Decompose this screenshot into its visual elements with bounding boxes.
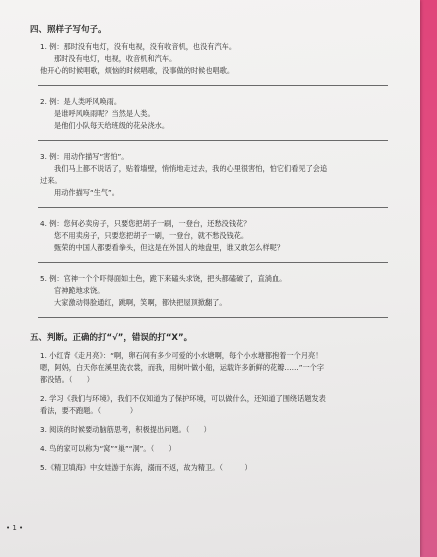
judgement-item-5 (30, 462, 400, 474)
judgement-5-line-1[interactable]: 5.《精卫填海》中女娃游于东海，溺而不返，故为精卫。（ ） (40, 463, 252, 472)
answer-line[interactable] (38, 262, 388, 263)
answer-line[interactable] (38, 85, 388, 86)
judgement-1-line-2: 嗯，阿妈，白天你在溪里洗衣裳，而我，用树叶做小船，运载许多新鲜的花瓣……”一个字 (40, 363, 325, 372)
judgement-4-line-1[interactable]: 4. 鸟的家可以称为“窝”“巢”“洞”。（ ） (40, 444, 176, 453)
q3-sample-cont: 过来。 (40, 176, 62, 185)
q4-task: 甄荣的中国人都要看拳头，但这是在外国人的地盘里，谁又敢怎么样呢？ (54, 243, 285, 252)
q1-task: 他开心的时候唱歌，烦恼的时候唱歌，没事做的时候也唱歌。 (40, 66, 235, 75)
q2-example: 2. 例：是人类呼风唤雨。 (40, 97, 122, 106)
q5-example: 5. 例：官神一个个吓得面如土色，跪下来磕头求饶，把头都磕破了，直淌血。 (40, 274, 287, 283)
q4-sample: 您不用卖房子，只要您把胡子一刷，一登台，就不愁没钱花。 (54, 231, 249, 240)
section4-q3 (30, 151, 400, 208)
q2-sample: 是谁呼风唤雨呢？当然是人类。 (54, 109, 155, 118)
answer-line[interactable] (38, 140, 388, 141)
q5-sample: 官神跪地求饶。 (54, 286, 105, 295)
q4-example: 4. 例：您何必卖房子，只要您把胡子一刷，一登台，还愁没钱花？ (40, 219, 251, 228)
q3-task: 用动作描写“生气”。 (54, 188, 119, 197)
q3-example: 3. 例：用动作描写“害怕”。 (40, 152, 129, 161)
q5-task: 大家激动得脸通红，跳啊，笑啊，都快把屋顶掀翻了。 (54, 298, 227, 307)
section4-title: 四、照样子写句子。 (30, 25, 107, 35)
page-number: • 1 • (6, 524, 24, 532)
section4-q5 (30, 273, 400, 318)
worksheet-content (30, 24, 400, 481)
q1-example: 1. 例：那时没有电灯，没有电视，没有收音机，也没有汽车。 (40, 42, 237, 51)
section4-q2 (30, 96, 400, 141)
answer-line[interactable] (38, 207, 388, 208)
judgement-item-1 (30, 350, 400, 386)
judgement-1-line-3[interactable]: 都没错。（ ） (40, 375, 94, 384)
answer-line[interactable] (38, 317, 388, 318)
judgement-item-2 (30, 393, 400, 417)
q3-sample: 我们马上都不说话了，贴着墙壁，悄悄地走过去，我的心里很害怕，怕它们看见了会追 (54, 164, 328, 173)
section4-q1 (30, 41, 400, 86)
judgement-1-line-1: 1. 小红背《走月亮》：“啊，卵石间有多少可爱的小水塘啊，每个小水塘都抱着一个月亮！ (40, 351, 323, 360)
section5-title: 五、判断。正确的打“√”，错误的打“X”。 (30, 333, 193, 343)
judgement-item-3 (30, 424, 400, 436)
judgement-item-4 (30, 443, 400, 455)
judgement-2-line-1: 2. 学习《我们与环境》，我们不仅知道为了保护环境，可以做什么，还知道了围绕话题发表 (40, 394, 326, 403)
judgement-3-line-1[interactable]: 3. 阅读的时候要动脑筋思考，积极提出问题。（ ） (40, 425, 211, 434)
q2-task: 是他们小队每天给班级的花朵浇水。 (54, 121, 170, 130)
section4-q4 (30, 218, 400, 263)
q1-sample: 那时没有电灯，电视，收音机和汽车。 (54, 54, 177, 63)
judgement-2-line-2[interactable]: 看法，要不跑题。（ ） (40, 406, 138, 415)
